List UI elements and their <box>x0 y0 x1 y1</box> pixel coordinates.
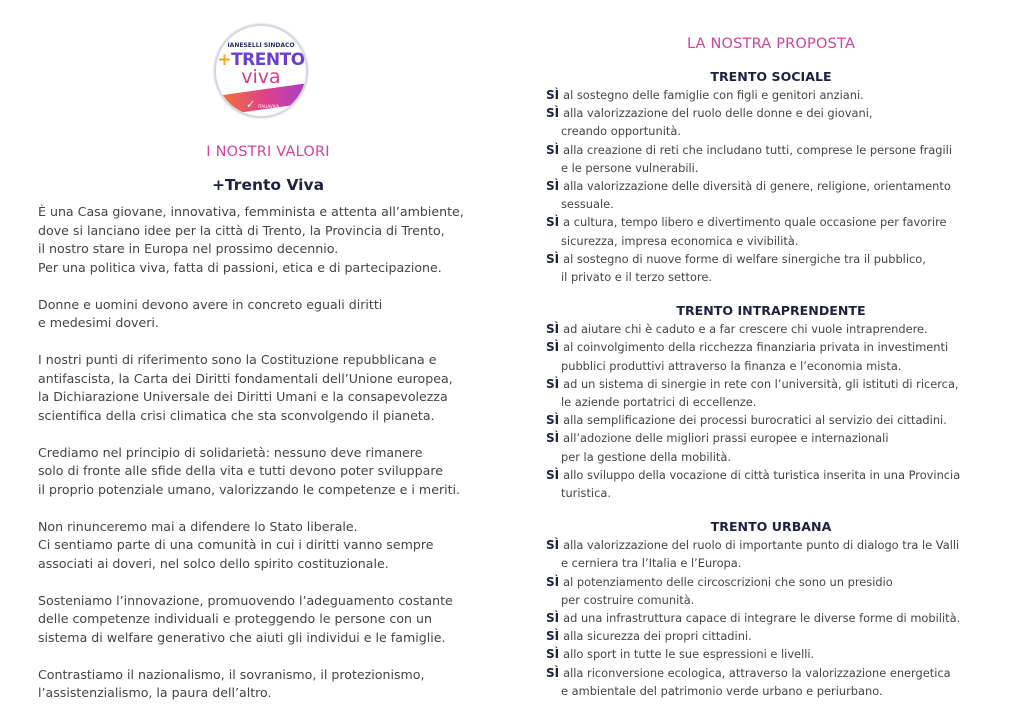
proposal-item-line <box>546 466 996 484</box>
proposal-item <box>546 573 996 609</box>
logo-trento-text: TRENTO <box>231 50 305 70</box>
paragraph-line: scientifica della crisi climatica che sta sconvolgendo il pianeta. <box>38 407 435 423</box>
paragraph-line: Non rinunceremo mai a difendere lo Stato liberale. <box>38 518 358 534</box>
proposal-item-line <box>546 104 996 122</box>
proposal-item-text: sicurezza, impresa economica e vivibilità. <box>561 233 799 248</box>
proposal-item-text: alla valorizzazione del ruolo delle donne e dei giovani, <box>563 106 873 121</box>
proposal-item <box>546 536 996 572</box>
si-label: SÌ <box>546 142 560 157</box>
proposal-item-line <box>546 86 996 104</box>
proposal-item-line <box>546 645 996 663</box>
proposal-item-line <box>546 195 996 213</box>
proposal-item <box>546 141 996 177</box>
proposal-item-text: per costruire comunità. <box>561 592 695 607</box>
si-label: SÌ <box>546 467 560 482</box>
proposal-item-text: alla sicurezza dei propri cittadini. <box>563 629 752 644</box>
paragraph-line: È una Casa giovane, innovativa, femminista e attenta all’ambiente, <box>38 204 464 219</box>
checkmark-icon: ✓ <box>246 98 256 111</box>
proposal-item <box>546 177 996 213</box>
proposal-item-line <box>546 232 996 250</box>
values-paragraph <box>38 351 508 425</box>
values-subtitle: +Trento Viva <box>211 176 325 194</box>
proposal-item <box>546 104 996 140</box>
proposal-item-line <box>546 448 996 466</box>
paragraph-line: la Dichiarazione Universale dei Diritti Umani e la consapevolezza <box>38 389 448 404</box>
proposal-item-text: alla valorizzazione del ruolo di importante punto di dialogo tra le Valli <box>563 538 960 553</box>
proposal-item <box>546 411 996 429</box>
proposal-item <box>546 213 996 249</box>
proposal-item <box>546 609 996 627</box>
proposal-item-line <box>546 213 996 231</box>
proposal-item <box>546 429 996 465</box>
logo-band-label: ITALIAVIVA <box>258 104 280 109</box>
proposal-item <box>546 466 996 502</box>
proposal-item-text: pubblici produttivi attraverso la finanza e l’economia mista. <box>561 358 902 373</box>
proposal-item <box>546 320 996 338</box>
paragraph-line: associati ai doveri, nel solco dello spirito costituzionale. <box>38 555 389 571</box>
proposal-item-text: e ambientale del patrimonio verde urbano e periurbano. <box>561 683 883 698</box>
logo-band <box>216 83 306 116</box>
proposal-item-text: allo sport in tutte le sue espressioni e livelli. <box>563 647 815 662</box>
proposal-item-line <box>546 250 996 268</box>
si-label: SÌ <box>546 215 560 230</box>
paragraph-line: Per una politica viva, fatta di passioni, etica e di partecipazione. <box>38 259 442 275</box>
values-body <box>38 203 508 721</box>
proposal-item-text: per la gestione della mobilità. <box>561 449 731 464</box>
si-label: SÌ <box>546 629 560 644</box>
proposal-section-title: LA NOSTRA PROPOSTA <box>686 36 856 52</box>
proposal-item-line <box>546 320 996 338</box>
paragraph-line: Crediamo nel principio di solidarietà: nessuno deve rimanere <box>38 444 423 460</box>
si-label: SÌ <box>546 88 560 102</box>
proposal-item-line <box>546 429 996 447</box>
si-label: SÌ <box>546 611 560 626</box>
proposal-item <box>546 338 996 374</box>
proposal-item-text: al sostegno di nuove forme di welfare sinergiche tra il pubblico, <box>563 251 926 266</box>
proposal-item-text: al coinvolgimento della ricchezza finanziaria privata in investimenti <box>563 340 949 355</box>
si-label: SÌ <box>546 106 560 121</box>
si-label: SÌ <box>546 574 560 589</box>
paragraph-line: solo di fronte alle sfide della vita e tutti devono poter sviluppare <box>38 463 444 478</box>
proposal-item <box>546 664 996 700</box>
proposal-item-text: alla valorizzazione delle diversità di genere, religione, orientamento <box>563 179 951 194</box>
proposal-item-text: e le persone vulnerabili. <box>561 160 699 175</box>
proposal-groups <box>546 68 996 700</box>
paragraph-line: Contrastiamo il nazionalismo, il sovranismo, il protezionismo, <box>38 666 425 682</box>
si-label: SÌ <box>546 665 560 680</box>
paragraph-line: I nostri punti di riferimento sono la Costituzione repubblicana e <box>38 352 437 367</box>
paragraph-line: e medesimi doveri. <box>38 315 159 330</box>
proposal-item-text: a cultura, tempo libero e divertimento quale occasione per favorire <box>563 215 947 230</box>
proposal-item-text: ad una infrastruttura capace di integrare le diverse forme di mobilità. <box>563 611 961 626</box>
proposal-item-line <box>546 609 996 627</box>
values-paragraph <box>38 592 508 648</box>
paragraph-line: il proprio potenziale umano, valorizzando le competenze e i meriti. <box>38 481 461 497</box>
values-paragraph <box>38 666 508 703</box>
si-label: SÌ <box>546 538 560 553</box>
proposal-item-line <box>546 411 996 429</box>
proposal-item-text: alla creazione di reti che includano tutti, comprese le persone fragili <box>563 142 952 157</box>
paragraph-line: l’assistenzialismo, la paura dell’altro. <box>38 685 272 700</box>
proposal-item <box>546 86 996 104</box>
proposal-item-text: ad un sistema di sinergie in rete con l’università, gli istituti di ricerca, <box>563 376 959 391</box>
proposal-item-line <box>546 177 996 195</box>
proposal-group-title: TRENTO SOCIALE <box>710 69 832 84</box>
logo-viva-text: viva <box>241 66 281 88</box>
proposal-item-text: creando opportunità. <box>561 124 681 139</box>
proposal-item <box>546 250 996 286</box>
proposal-item-line <box>546 536 996 554</box>
proposal-item-text: allo sviluppo della vocazione di città turistica inserita in una Provincia <box>563 467 961 482</box>
proposal-column <box>546 30 996 700</box>
proposal-item-text: sessuale. <box>561 197 614 212</box>
proposal-item-line <box>546 682 996 700</box>
proposal-item-line <box>546 141 996 159</box>
proposal-item-text: e cerniera tra l’Italia e l’Europa. <box>561 556 742 571</box>
si-label: SÌ <box>546 340 560 355</box>
paragraph-line: sistema di welfare generativo che aiuti gli individui e le famiglie. <box>38 629 446 645</box>
proposal-item-line <box>546 573 996 591</box>
proposal-item-line <box>546 338 996 356</box>
proposal-item-line <box>546 268 996 286</box>
proposal-item-text: al potenziamento delle circoscrizioni che sono un presidio <box>563 574 893 589</box>
paragraph-line: antifascista, la Carta dei Diritti fondamentali dell’Unione europea, <box>38 370 453 386</box>
values-paragraph <box>38 518 508 574</box>
si-label: SÌ <box>546 251 560 266</box>
proposal-item-text: il privato e il terzo settore. <box>561 270 713 285</box>
proposal-item <box>546 375 996 411</box>
si-label: SÌ <box>546 179 560 194</box>
si-label: SÌ <box>546 322 560 337</box>
proposal-item-text: all’adozione delle migliori prassi europee e internazionali <box>563 431 889 446</box>
proposal-item-text: alla riconversione ecologica, attraverso la valorizzazione energetica <box>563 665 951 680</box>
si-label: SÌ <box>546 413 560 428</box>
trento-viva-logo <box>214 24 308 118</box>
logo-plus: + <box>217 50 232 70</box>
proposal-item-line <box>546 159 996 177</box>
paragraph-line: il nostro stare in Europa nel prossimo decennio. <box>38 241 339 256</box>
paragraph-line: Ci sentiamo parte di una comunità in cui i diritti vanno sempre <box>38 537 434 552</box>
proposal-item-text: al sostegno delle famiglie con figli e genitori anziani. <box>563 88 864 102</box>
paragraph-line: dove si lanciano idee per la città di Trento, la Provincia di Trento, <box>38 222 445 238</box>
paragraph-line: Donne e uomini devono avere in concreto eguali diritti <box>38 296 383 312</box>
proposal-item-line <box>546 122 996 140</box>
values-section-title: I NOSTRI VALORI <box>206 144 330 160</box>
proposal-item-text: le aziende portatrici di eccellenze. <box>561 395 757 410</box>
si-label: SÌ <box>546 376 560 391</box>
proposal-group-title: TRENTO INTRAPRENDENTE <box>676 303 866 319</box>
logo-candidate-line: IANESELLI SINDACO <box>227 42 295 49</box>
paragraph-line: delle competenze individuali e proteggendo le persone con un <box>38 611 432 626</box>
proposal-item-line <box>546 393 996 411</box>
proposal-item <box>546 645 996 663</box>
proposal-item-text: ad aiutare chi è caduto e a far crescere chi vuole intraprendere. <box>563 322 928 337</box>
values-paragraph <box>38 444 508 500</box>
si-label: SÌ <box>546 431 560 446</box>
proposal-item-line <box>546 484 996 502</box>
paragraph-line: Sosteniamo l’innovazione, promuovendo l’adeguamento costante <box>38 592 453 608</box>
proposal-item-line <box>546 357 996 375</box>
proposal-item-line <box>546 375 996 393</box>
proposal-item <box>546 627 996 645</box>
proposal-item-text: alla semplificazione dei processi burocratici al servizio dei cittadini. <box>563 413 947 428</box>
proposal-item-line <box>546 664 996 682</box>
proposal-item-line <box>546 591 996 609</box>
proposal-item-line <box>546 554 996 572</box>
si-label: SÌ <box>546 647 560 662</box>
values-paragraph <box>38 203 508 277</box>
values-paragraph <box>38 296 508 333</box>
proposal-group-title: TRENTO URBANA <box>710 519 832 535</box>
proposal-item-text: turistica. <box>561 486 611 501</box>
proposal-item-line <box>546 627 996 645</box>
